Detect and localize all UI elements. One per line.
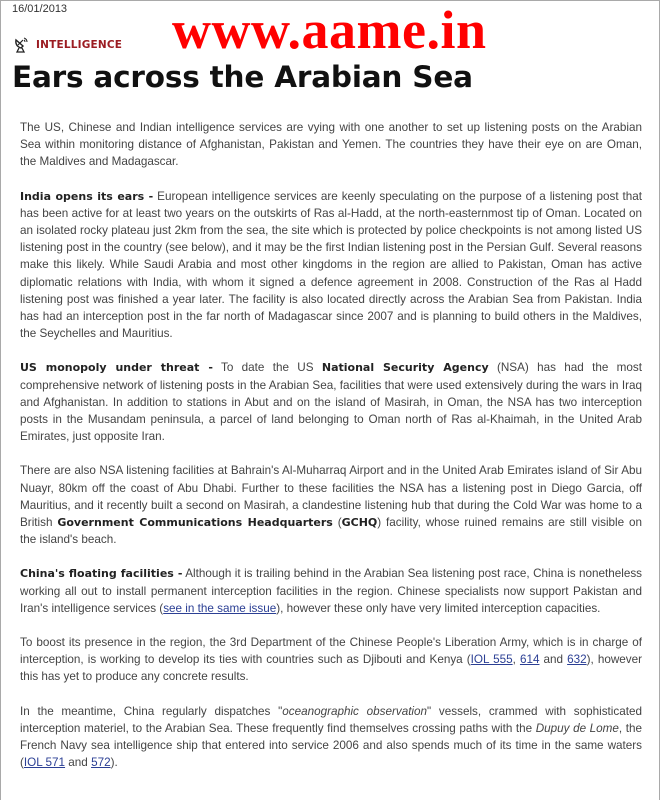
section-header	[14, 37, 122, 53]
separator: and	[65, 756, 92, 770]
paragraph-text: To boost its presence in the region, the 3rd Department of the Chinese People's Liberation Army, which is in charge of interception, is working to develop its ties with countries such as Djibouti and Kenya (	[20, 636, 642, 667]
gchq-abbr: GCHQ	[341, 516, 378, 530]
paragraph-text: Although it is trailing behind in the Arabian Sea listening post race, China is nonetheless working all out to install permanent interception facilities in the region. Chinese specialists now support Pakistan and Iran's intelligence services (	[20, 567, 643, 615]
paragraph-text: In the meantime, China regularly dispatches "	[20, 704, 283, 718]
paragraph-text: European intelligence services are keenly speculating on the purpose of a listening post that has been active for at least two years on the outskirts of Ras al-Hadd, at the north-easternmost tip of Oman. Located on an isolated rocky plateau just 2km from the sea, the site which is protected by police checkpoints is not among listed US listening post in the country (see below), and it may be the first Indian listening post in the Persian Gulf. Several reasons make this likely. While Saudi Arabia and most other kingdoms in the region are allied to Pakistan, Oman has active diplomatic relations with India, with whom it signed a defence agreement in 2008. Construction of the Ras al Hadd listening post was finished a year later. The facility is also located directly across the Arabian Sea from Pakistan. India has had an interception post in the far north of Madagascar since 2007 and is planning to build others in the Maldives, the Seychelles and Mauritius.	[20, 189, 642, 341]
paragraph-heading: India opens its ears -	[20, 189, 154, 203]
ship-name: Dupuy de Lome	[535, 721, 619, 735]
paragraph-text: (	[332, 516, 342, 530]
paragraph-meantime	[20, 703, 642, 772]
satellite-dish-icon	[14, 37, 28, 53]
paragraph-nsa-more	[20, 462, 642, 548]
section-label: INTELLIGENCE	[36, 39, 123, 51]
paragraph-text: (NSA) has had the most comprehensive network of listening posts in the Arabian Sea, facilities that were used extensively during the wars in Iraq and Afghanistan. In addition to stations in Abut and on the island of Masirah, in Oman, the NSA has two interception posts in the Musandam peninsula, a parcel of land belonging to Oman north of Ras al-Khaimah, in the United Arab Emirates, just opposite Iran.	[20, 361, 642, 444]
paragraph-text: To date the US	[212, 361, 322, 375]
paragraph-us	[20, 359, 642, 445]
paragraph-text: The US, Chinese and Indian intelligence services are vying with one another to set up listening posts on the Arabian Sea within monitoring distance of Afghanistan, Pakistan and Yemen. The countries they have their eye on are Oman, the Maldives and Madagascar.	[20, 121, 642, 169]
paragraph-pla	[20, 634, 642, 686]
paragraph-text: ) facility, whose ruined remains are still visible on the island's beach.	[20, 516, 643, 547]
iol-571-link[interactable]: IOL 571	[23, 756, 66, 770]
article-title: Ears across the Arabian Sea	[12, 60, 473, 94]
paragraph-text: There are also NSA listening facilities at Bahrain's Al-Muharraq Airport and in the United Arab Emirates island of Sir Abu Nuayr, 80km off the coast of Abu Dhabi. Further to these facilities the NSA has a listening post in Diego Garcia, off Mauritius, and it recently built a second on Masirah, a clandestine listening hub that during the Cold War was home to a British	[20, 464, 642, 530]
paragraph-intro	[20, 119, 642, 171]
paragraph-text: ), however these only have very limited interception capacities.	[276, 601, 601, 615]
paragraph-text: " vessels, crammed with sophisticated interception materiel, to the Arabian Sea. These frequently find themselves crossing paths with the	[20, 704, 642, 735]
paragraph-india	[20, 188, 642, 343]
gchq-name: Government Communications Headquarters	[57, 516, 333, 530]
iol-632-link[interactable]: 632	[567, 653, 587, 667]
paragraph-text: , the French Navy sea intelligence ship that entered into service 2006 and also spends much of its time in the same waters (	[20, 721, 642, 770]
article-date: 16/01/2013	[12, 3, 68, 15]
paragraph-text: ), however this has yet to produce any concrete results.	[20, 653, 643, 684]
separator: and	[539, 653, 568, 667]
same-issue-link[interactable]: see in the same issue	[163, 601, 277, 615]
watermark: www.aame.in	[172, 0, 487, 60]
article-body	[20, 119, 642, 789]
nsa-name: National Security Agency	[321, 361, 489, 375]
iol-614-link[interactable]: 614	[519, 653, 540, 667]
iol-555-link[interactable]: IOL 555	[470, 653, 513, 667]
separator: ,	[512, 653, 520, 667]
paragraph-heading: US monopoly under threat -	[20, 361, 213, 375]
iol-572-link[interactable]: 572	[91, 756, 111, 770]
paragraph-china	[20, 565, 642, 617]
paragraph-text: ).	[110, 756, 118, 770]
italic-term: oceanographic observation	[282, 704, 428, 718]
paragraph-heading: China's floating facilities -	[20, 567, 183, 581]
